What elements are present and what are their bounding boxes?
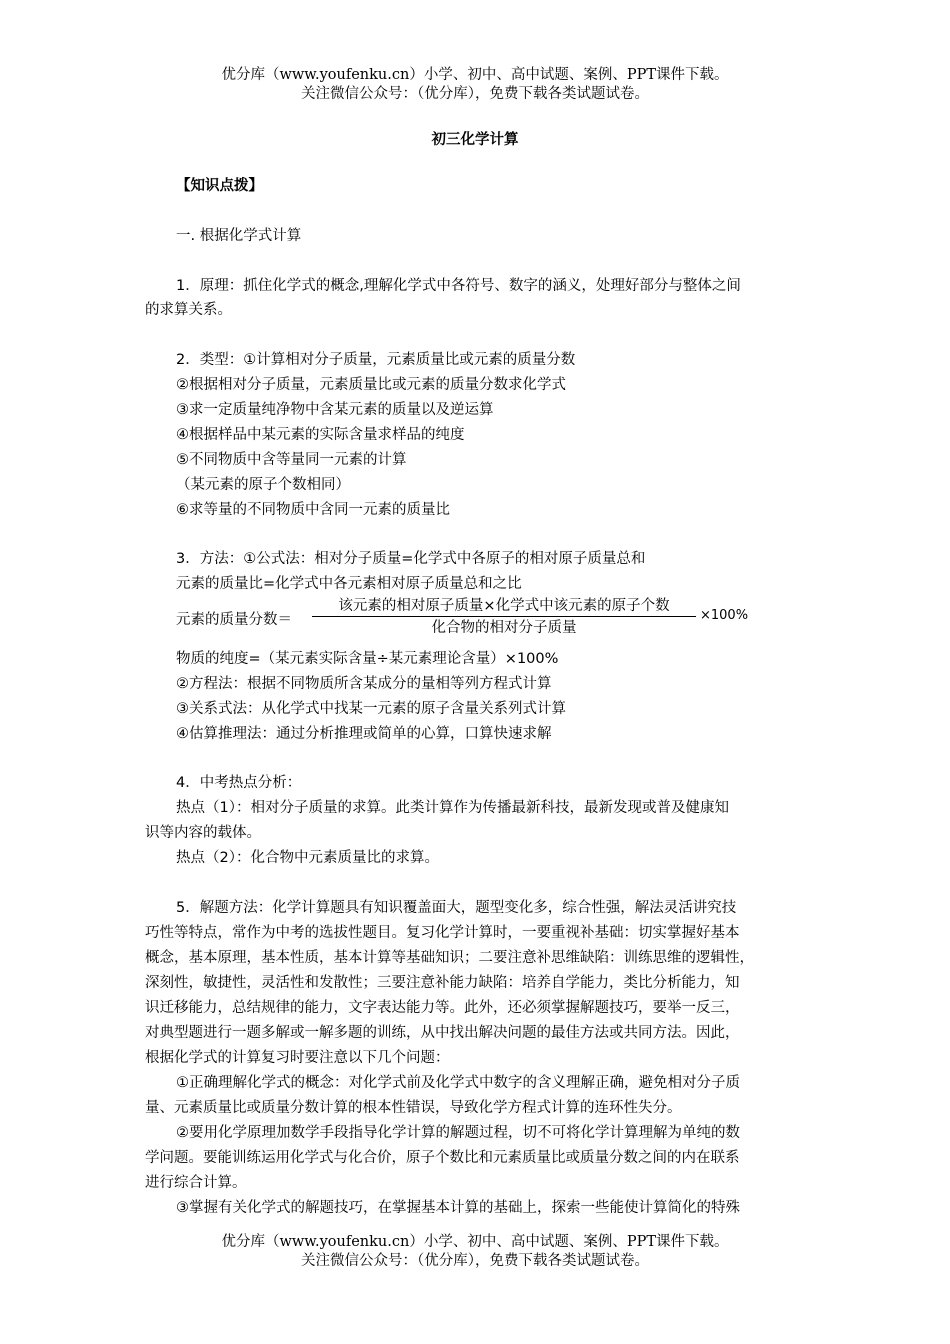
p3-line: ④估算推理法：通过分析推理或简单的心算，口算快速求解 — [176, 726, 552, 742]
p4-line: 识等内容的载体。 — [145, 825, 261, 841]
mass-fraction-formula — [176, 596, 776, 642]
p5-line: ①正确理解化学式的概念：对化学式前及化学式中数字的含义理解正确，避免相对分子质 — [176, 1075, 740, 1091]
p5-line: 学问题。要能训练运用化学式与化合价，原子个数比和元素质量比或质量分数之间的内在联系 — [145, 1150, 740, 1166]
formula-lhs: 元素的质量分数＝ — [176, 612, 292, 628]
p2-line: （某元素的原子个数相同） — [176, 477, 350, 493]
p3-line: ②方程法：根据不同物质所含某成分的量相等列方程式计算 — [176, 676, 552, 692]
footer-line-2: 关注微信公众号：（优分库），免费下载各类试题试卷。 — [301, 1253, 649, 1269]
p4-line: 热点（1）：相对分子质量的求算。此类计算作为传播最新科技，最新发现或普及健康知 — [176, 800, 729, 816]
p5-line: 识迁移能力，总结规律的能力，文字表达能力等。此外，还必须掌握解题技巧，要举一反三， — [145, 1000, 740, 1016]
p2-line: ⑥求等量的不同物质中含同一元素的质量比 — [176, 502, 450, 518]
header-line-1: 优分库（www.youfenku.cn）小学、初中、高中试题、案例、PPT课件下载。 — [221, 67, 729, 83]
p5-line: 巧性等特点，常作为中考的选拔性题目。复习化学计算时，一要重视补基础：切实掌握好基本 — [145, 925, 740, 941]
p5-line: 进行综合计算。 — [145, 1175, 247, 1191]
p3-line: 3．方法：①公式法：相对分子质量=化学式中各原子的相对原子质量总和 — [176, 551, 646, 567]
p5-line: 深刻性，敏捷性，灵活性和发散性；三要注意补能力缺陷：培养自学能力，类比分析能力，知 — [145, 975, 740, 991]
p5-line: 对典型题进行一题多解或一解多题的训练，从中找出解决问题的最佳方法或共同方法。因此， — [145, 1025, 740, 1041]
p5-line: 根据化学式的计算复习时要注意以下几个问题： — [145, 1050, 450, 1066]
formula-numerator: 该元素的相对原子质量×化学式中该元素的原子个数 — [312, 596, 696, 617]
p5-line: ②要用化学原理加数学手段指导化学计算的解题过程，切不可将化学计算理解为单纯的数 — [176, 1125, 740, 1141]
p5-line: ③掌握有关化学式的解题技巧，在掌握基本计算的基础上，探索一些能使计算简化的特殊 — [176, 1200, 740, 1216]
p2-line: ③求一定质量纯净物中含某元素的质量以及逆运算 — [176, 402, 494, 418]
p5-line: 5．解题方法：化学计算题具有知识覆盖面大，题型变化多，综合性强，解法灵活讲究技 — [176, 900, 737, 916]
p4-line: 热点（2）：化合物中元素质量比的求算。 — [176, 850, 439, 866]
p2-line: 2．类型：①计算相对分子质量，元素质量比或元素的质量分数 — [176, 352, 576, 368]
page-title: 初三化学计算 — [431, 132, 519, 148]
part-heading: 一. 根据化学式计算 — [176, 228, 302, 244]
formula-denominator: 化合物的相对分子质量 — [431, 620, 577, 636]
formula-rhs: ×100% — [700, 608, 749, 623]
p3-line: 元素的质量比=化学式中各元素相对原子质量总和之比 — [176, 576, 522, 592]
p3-line: ③关系式法：从化学式中找某一元素的原子含量关系列式计算 — [176, 701, 566, 717]
section-heading: 【知识点拨】 — [176, 178, 263, 194]
p4-line: 4．中考热点分析： — [176, 775, 302, 791]
formula-fraction — [312, 596, 696, 637]
p2-line: ⑤不同物质中含等量同一元素的计算 — [176, 452, 407, 468]
header-line-2: 关注微信公众号：（优分库），免费下载各类试题试卷。 — [301, 86, 649, 102]
p5-line: 概念，基本原理，基本性质，基本计算等基础知识；二要注意补思维缺陷：训练思维的逻辑性， — [145, 950, 754, 966]
p2-line: ②根据相对分子质量，元素质量比或元素的质量分数求化学式 — [176, 377, 566, 393]
p1-line: 的求算关系。 — [145, 302, 232, 318]
p3-line: 物质的纯度=（某元素实际含量÷某元素理论含量）×100% — [176, 651, 559, 667]
p2-line: ④根据样品中某元素的实际含量求样品的纯度 — [176, 427, 465, 443]
footer-line-1: 优分库（www.youfenku.cn）小学、初中、高中试题、案例、PPT课件下载。 — [221, 1234, 729, 1250]
p5-line: 量、元素质量比或质量分数计算的根本性错误，导致化学方程式计算的连环性失分。 — [145, 1100, 682, 1116]
p1-line: 1．原理：抓住化学式的概念,理解化学式中各符号、数字的涵义，处理好部分与整体之间 — [176, 278, 741, 294]
